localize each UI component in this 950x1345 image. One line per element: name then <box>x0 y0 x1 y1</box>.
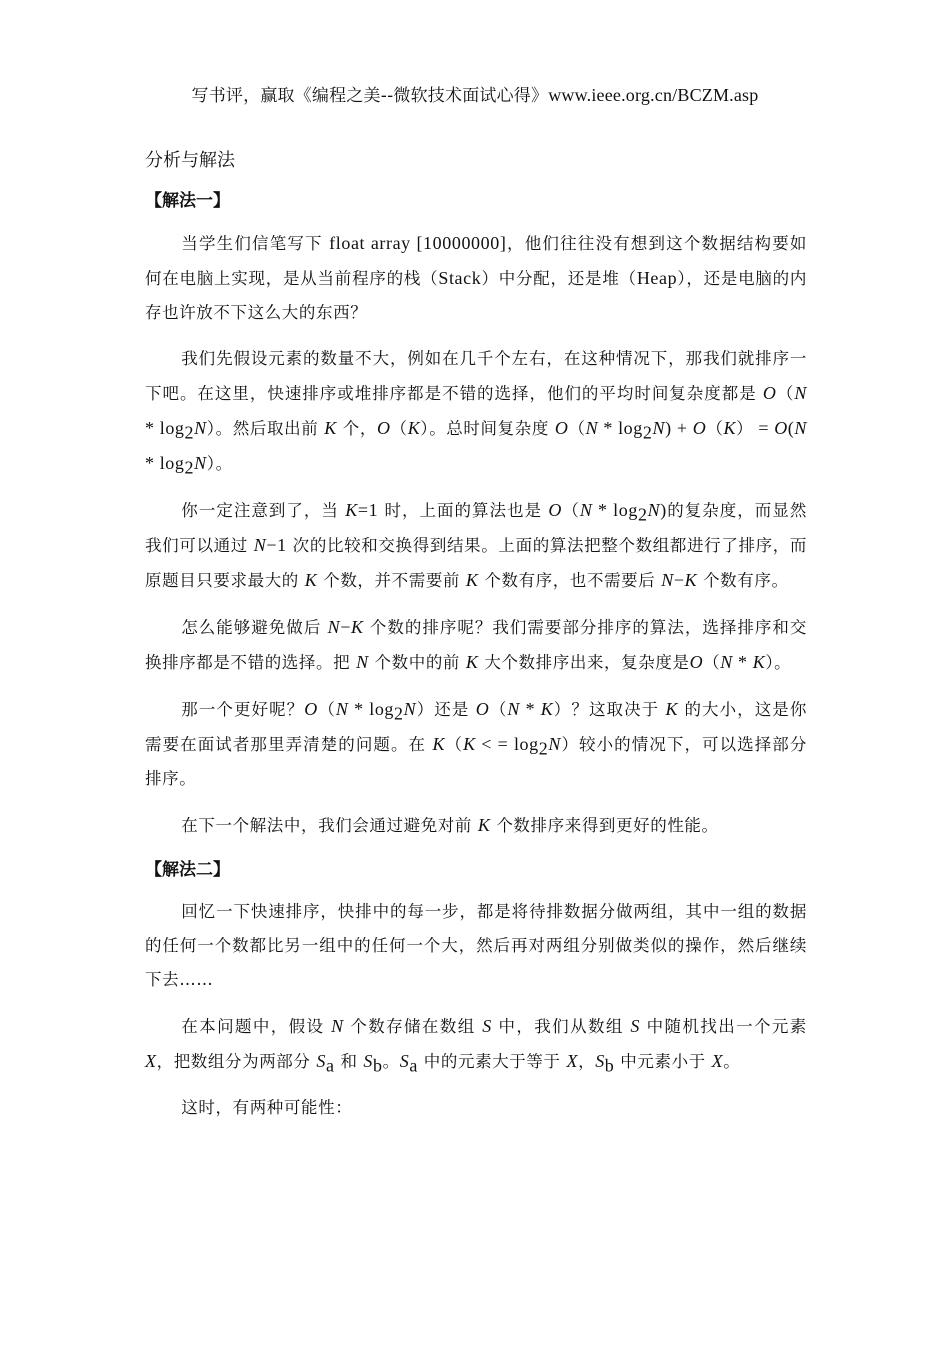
method-1-paragraph-1: 当学生们信笔写下 float array [10000000]，他们往往没有想到这个数据结构要如何在电脑上实现，是从当前程序的栈（Stack）中分配，还是堆（Heap），还是电脑的内存也许放不下这么大的东西？ <box>145 233 808 322</box>
method-1-title: 【解法一】 <box>145 191 230 211</box>
page-header <box>0 82 950 109</box>
method-2-paragraph-2: 在本问题中，假设 N 个数存储在数组 S 中，我们从数组 S 中随机找出一个元素 X，把数组分为两部分 $S_a$ 和 $S_b$。$S_a$ 中的元素大于等于 X，$S_b$ 中元素小于 X。 <box>145 1016 807 1076</box>
header-text: 写书评，赢取《编程之美--微软技术面试心得》 <box>191 86 549 106</box>
method-2-title: 【解法二】 <box>145 860 230 880</box>
header-url[interactable]: www.ieee.org.cn/BCZM.asp <box>548 85 759 105</box>
method-1-paragraph-2: 我们先假设元素的数量不大，例如在几千个左右，在这种情况下，那我们就排序一下吧。在这里，快速排序或堆排序都是不错的选择，他们的平均时间复杂度都是 $O(N * \log_2N)$。然后取出前 K 个，O（K）。总时间复杂度 $O(N * \log_2N) + O(K) = O(N * \log_2N)$。 <box>145 349 808 478</box>
method-1-paragraph-4: 怎么能够避免做后 N−K 个数的排序呢？我们需要部分排序的算法，选择排序和交换排序都是不错的选择。把 N 个数中的前 K 大个数排序出来，复杂度是O（N * K）。 <box>145 617 807 672</box>
main-content <box>145 148 807 1137</box>
method-1-paragraph-5: 那一个更好呢？$O(N * \log_2N)$还是 O（N * K）？这取决于 K 的大小，这是你需要在面试者那里弄清楚的问题。在 K（K < = $\log_2N$）较小的情况下，可以选择部分排序。 <box>145 699 807 788</box>
method-1-paragraph-3: 你一定注意到了，当 K=1 时，上面的算法也是 $O(N * \log_2N)$的复杂度，而显然我们可以通过 N−1 次的比较和交换得到结果。上面的算法把整个数组都进行了排序，而原题目只要求最大的 K 个数，并不需要前 K 个数有序，也不需要后 N−K 个数有序。 <box>145 500 808 590</box>
method-2-paragraph-1: 回忆一下快速排序，快排中的每一步，都是将待排数据分做两组，其中一组的数据的任何一个数都比另一组中的任何一个大，然后再对两组分别做类似的操作，然后继续下去…… <box>145 902 807 989</box>
method-1-paragraph-6: 在下一个解法中，我们会通过避免对前 K 个数排序来得到更好的性能。 <box>181 815 719 835</box>
section-title: 分析与解法 <box>145 150 235 171</box>
method-2-paragraph-3: 这时，有两种可能性： <box>181 1098 353 1117</box>
